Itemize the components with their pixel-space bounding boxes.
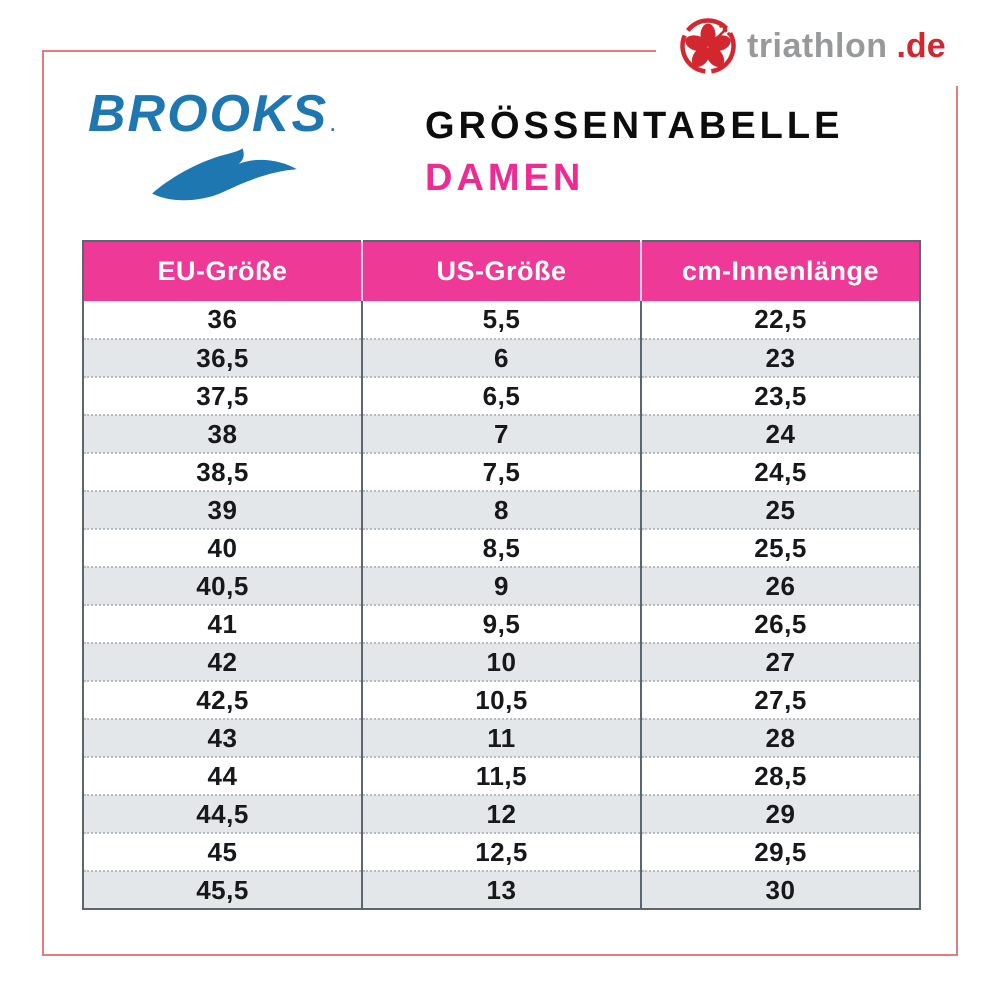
table-cell: 25,5 <box>641 529 920 567</box>
table-cell: 40 <box>83 529 362 567</box>
column-header-cm: cm-Innenlänge <box>641 241 920 301</box>
table-row <box>83 643 920 681</box>
table-row <box>83 833 920 871</box>
table-row <box>83 415 920 453</box>
table-cell: 23 <box>641 339 920 377</box>
table-cell: 12,5 <box>362 833 641 871</box>
table-cell: 11 <box>362 719 641 757</box>
table-row <box>83 871 920 909</box>
table-row <box>83 757 920 795</box>
table-row <box>83 453 920 491</box>
table-cell: 45 <box>83 833 362 871</box>
table-cell: 36,5 <box>83 339 362 377</box>
size-table <box>82 240 921 910</box>
table-row <box>83 681 920 719</box>
page-subtitle: DAMEN <box>425 156 585 199</box>
column-header-eu: EU-Größe <box>83 241 362 301</box>
table-cell: 28,5 <box>641 757 920 795</box>
table-row <box>83 301 920 339</box>
brooks-swoosh-icon <box>146 144 337 217</box>
table-cell: 43 <box>83 719 362 757</box>
table-cell: 24,5 <box>641 453 920 491</box>
table-cell: 25 <box>641 491 920 529</box>
page-title: GRÖSSENTABELLE <box>425 105 844 147</box>
table-cell: 8 <box>362 491 641 529</box>
table-row <box>83 795 920 833</box>
table-cell: 40,5 <box>83 567 362 605</box>
table-cell: 44,5 <box>83 795 362 833</box>
table-cell: 9,5 <box>362 605 641 643</box>
table-row <box>83 605 920 643</box>
size-table-body <box>83 301 920 909</box>
table-cell: 39 <box>83 491 362 529</box>
site-name: triathlon <box>747 26 888 65</box>
table-cell: 45,5 <box>83 871 362 909</box>
table-cell: 9 <box>362 567 641 605</box>
brooks-logo <box>88 85 338 217</box>
title-block <box>425 104 843 201</box>
table-cell: 38 <box>83 415 362 453</box>
table-cell: 11,5 <box>362 757 641 795</box>
table-cell: 38,5 <box>83 453 362 491</box>
table-row <box>83 719 920 757</box>
triathlon-logo <box>678 16 946 76</box>
table-cell: 42,5 <box>83 681 362 719</box>
table-cell: 36 <box>207 304 238 334</box>
table-cell: 6 <box>362 339 641 377</box>
table-cell: 37,5 <box>83 377 362 415</box>
brooks-registered-dot: . <box>330 115 338 135</box>
table-cell: 13 <box>362 871 641 909</box>
table-cell: 10 <box>362 643 641 681</box>
table-cell: 23,5 <box>641 377 920 415</box>
table-cell: 30 <box>641 871 920 909</box>
table-cell: 27,5 <box>641 681 920 719</box>
table-cell: 29,5 <box>641 833 920 871</box>
table-cell: 28 <box>641 719 920 757</box>
table-cell: 5,5 <box>362 301 641 339</box>
hibiscus-icon <box>678 16 738 76</box>
size-table-head <box>83 241 920 301</box>
table-row <box>83 491 920 529</box>
table-cell: 7 <box>362 415 641 453</box>
table-row <box>83 339 920 377</box>
table-cell: 22,5 <box>641 301 920 339</box>
site-tld: .de <box>896 26 946 65</box>
table-cell: 8,5 <box>362 529 641 567</box>
table-cell: 26,5 <box>641 605 920 643</box>
brooks-wordmark: BROOKS . <box>88 85 338 143</box>
table-cell: 27 <box>641 643 920 681</box>
table-row <box>83 377 920 415</box>
table-row <box>83 567 920 605</box>
table-cell: 10,5 <box>362 681 641 719</box>
table-cell: 44 <box>83 757 362 795</box>
header-row <box>83 241 920 301</box>
table-cell: 29 <box>641 795 920 833</box>
table-cell: 26 <box>641 567 920 605</box>
table-cell: 6,5 <box>362 377 641 415</box>
column-header-us: US-Größe <box>362 241 641 301</box>
table-cell: 42 <box>83 643 362 681</box>
table-cell: 41 <box>83 605 362 643</box>
table-cell: 7,5 <box>362 453 641 491</box>
table-cell: 24 <box>641 415 920 453</box>
table-cell: 12 <box>362 795 641 833</box>
table-row <box>83 529 920 567</box>
